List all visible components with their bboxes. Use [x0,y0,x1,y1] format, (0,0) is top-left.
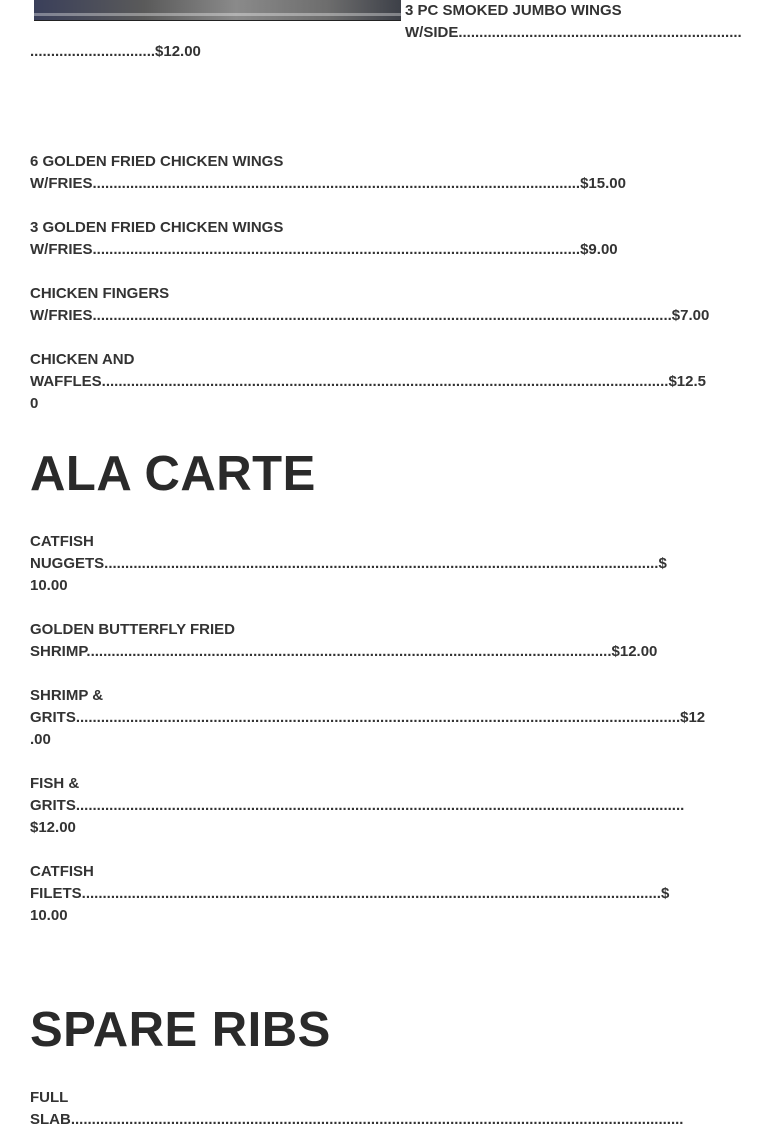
menu-item-3pc-smoked-wings [405,0,770,44]
food-photo [34,0,401,21]
menu-item-price-line: W/FRIES.....................................................................................................................$9.00 [30,241,618,258]
menu-item-price-line: W/FRIES...........................................................................................................................................$7.00 [30,307,710,324]
menu-item-price-wrap: $12.00 [30,819,76,836]
menu-item-name: 3 PC SMOKED JUMBO WINGS [405,2,622,19]
menu-item-price-wrap: ..............................$12.00 [30,43,201,60]
menu-item-name: 3 GOLDEN FRIED CHICKEN WINGS [30,219,284,236]
menu-item-chicken-fingers [30,283,742,327]
menu-item-name: GOLDEN BUTTERFLY FRIED [30,621,236,638]
menu-item-price-wrap: 10.00 [30,907,68,924]
menu-item-3-fried-wings [30,217,742,261]
menu-item-name: CHICKEN AND [30,351,135,368]
menu-item-price-line: WAFFLES........................................................................................................................................$12.5 [30,373,706,390]
menu-item-name: FISH & [30,775,80,792]
menu-item-catfish-nuggets [30,531,742,597]
menu-item-shrimp-and-grits [30,685,742,751]
menu-item-price-line: SHRIMP..............................................................................................................................$12.00 [30,643,658,660]
menu-item-name: FULL [30,1089,69,1106]
menu-item-price-line: SLAB................................................................................................................................................... [30,1111,684,1128]
menu-item-name: SHRIMP & [30,687,104,704]
menu-item-catfish-filets [30,861,742,927]
menu-item-name: 6 GOLDEN FRIED CHICKEN WINGS [30,153,284,170]
menu-item-fish-and-grits [30,773,742,839]
menu-item-price-wrap: 0 [30,395,39,412]
menu-item-price-line: GRITS.................................................................................................................................................$12 [30,709,706,726]
menu-item-price-line: FILETS...........................................................................................................................................$ [30,885,670,902]
menu-item-full-slab [30,1087,742,1131]
menu-item-6-fried-wings [30,151,742,195]
menu-item-price-continuation [30,41,742,63]
section-heading-ala-carte: ALA CARTE [30,447,316,501]
menu-item-chicken-and-waffles [30,349,742,415]
menu-item-price-line: W/SIDE.................................................................... [405,24,742,41]
menu-item-price-line: NUGGETS.....................................................................................................................................$ [30,555,667,572]
menu-item-price-wrap: 10.00 [30,577,68,594]
menu-item-price-line: GRITS.................................................................................................................................................. [30,797,685,814]
menu-item-name: CATFISH [30,863,94,880]
menu-item-price-wrap: .00 [30,731,51,748]
menu-item-butterfly-shrimp [30,619,742,663]
section-heading-spare-ribs: SPARE RIBS [30,1003,331,1057]
menu-item-name: CHICKEN FINGERS [30,285,170,302]
menu-item-price-line: W/FRIES.....................................................................................................................$15.00 [30,175,626,192]
menu-item-name: CATFISH [30,533,94,550]
